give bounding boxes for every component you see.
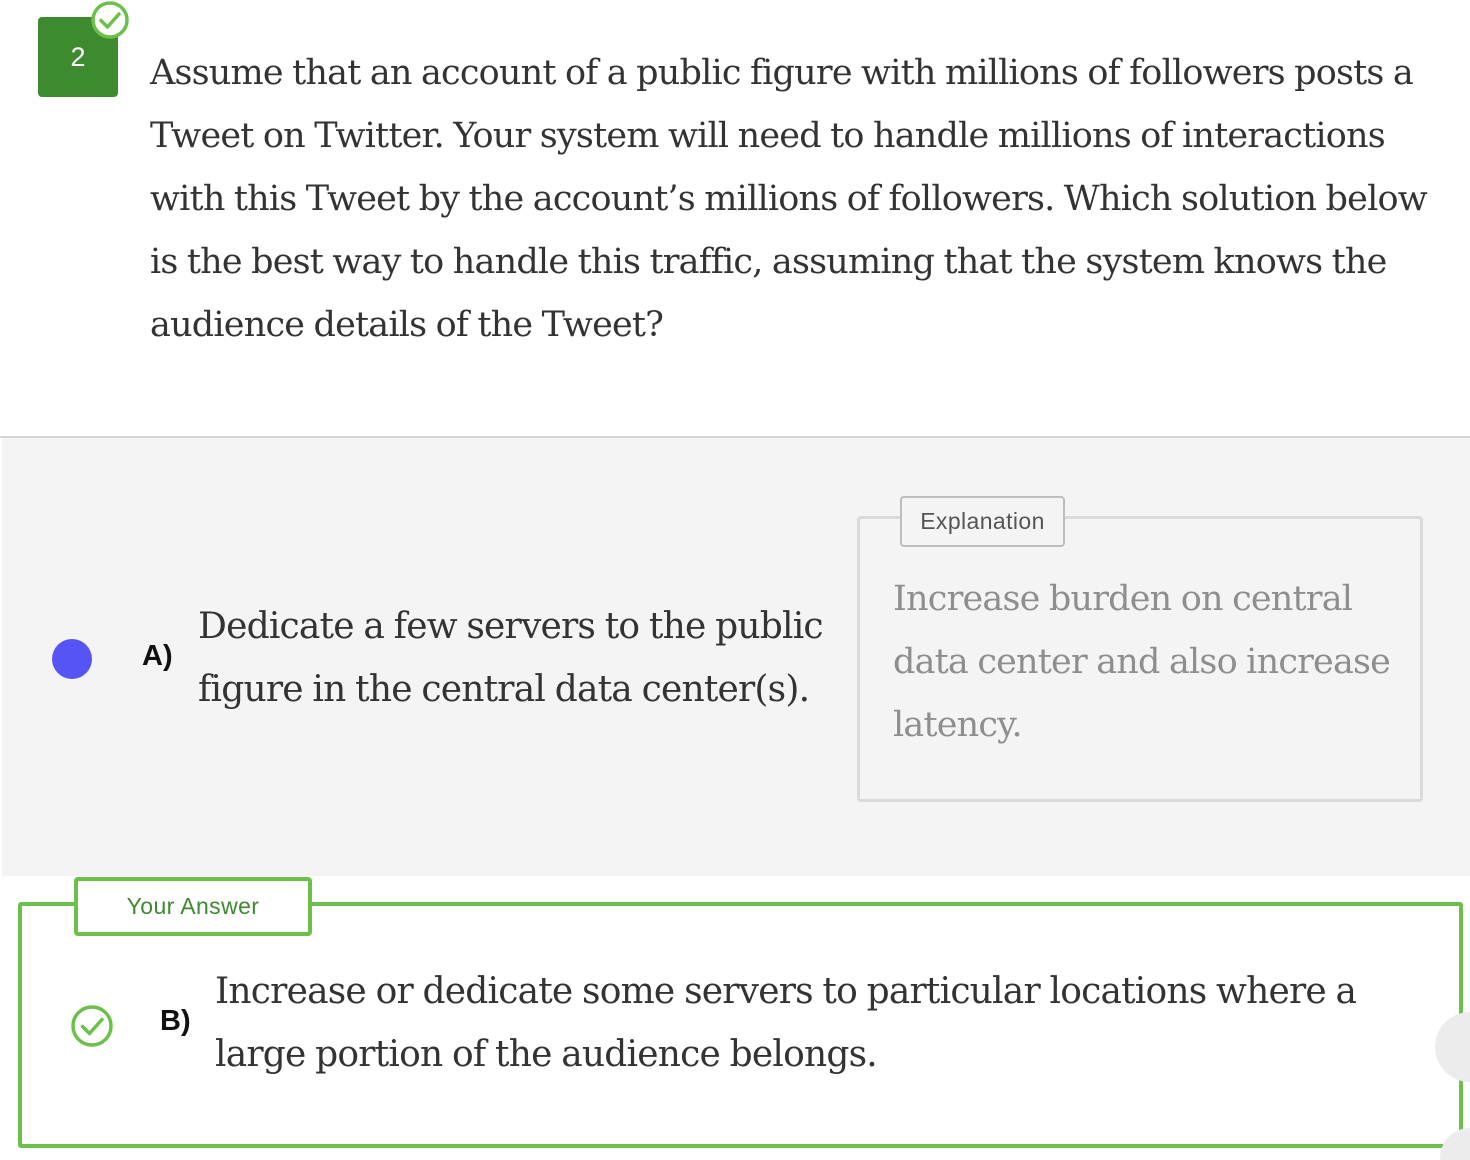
explanation-label-text: Explanation [920,508,1045,534]
radio-selected-indicator[interactable] [52,639,92,679]
option-a[interactable] [2,438,1470,876]
option-a-text: Dedicate a few servers to the public figure in the central data center(s). [198,606,823,710]
explanation-text: Increase burden on central data center and also increase latency. [893,579,1391,745]
option-b-text: Increase or dedicate some servers to particular locations where a large portion of the audience belongs. [215,971,1357,1075]
correct-check-icon [70,1004,114,1048]
your-answer-label-text: Your Answer [126,893,260,919]
question-text: Assume that an account of a public figure with millions of followers posts a Tweet on Twitter. Your system will need to handle millions of interactions with this Tweet by the account’s millions of followers. Which solution below is the best way to handle this traffic, assuming that the system knows the audience details of the Tweet? [150,53,1427,345]
check-circle-icon [90,0,130,40]
option-a-letter: A) [142,640,173,672]
your-answer-label [74,877,312,936]
explanation-label [900,496,1065,547]
option-b-letter: B) [160,1005,191,1037]
question-number: 2 [70,41,86,72]
